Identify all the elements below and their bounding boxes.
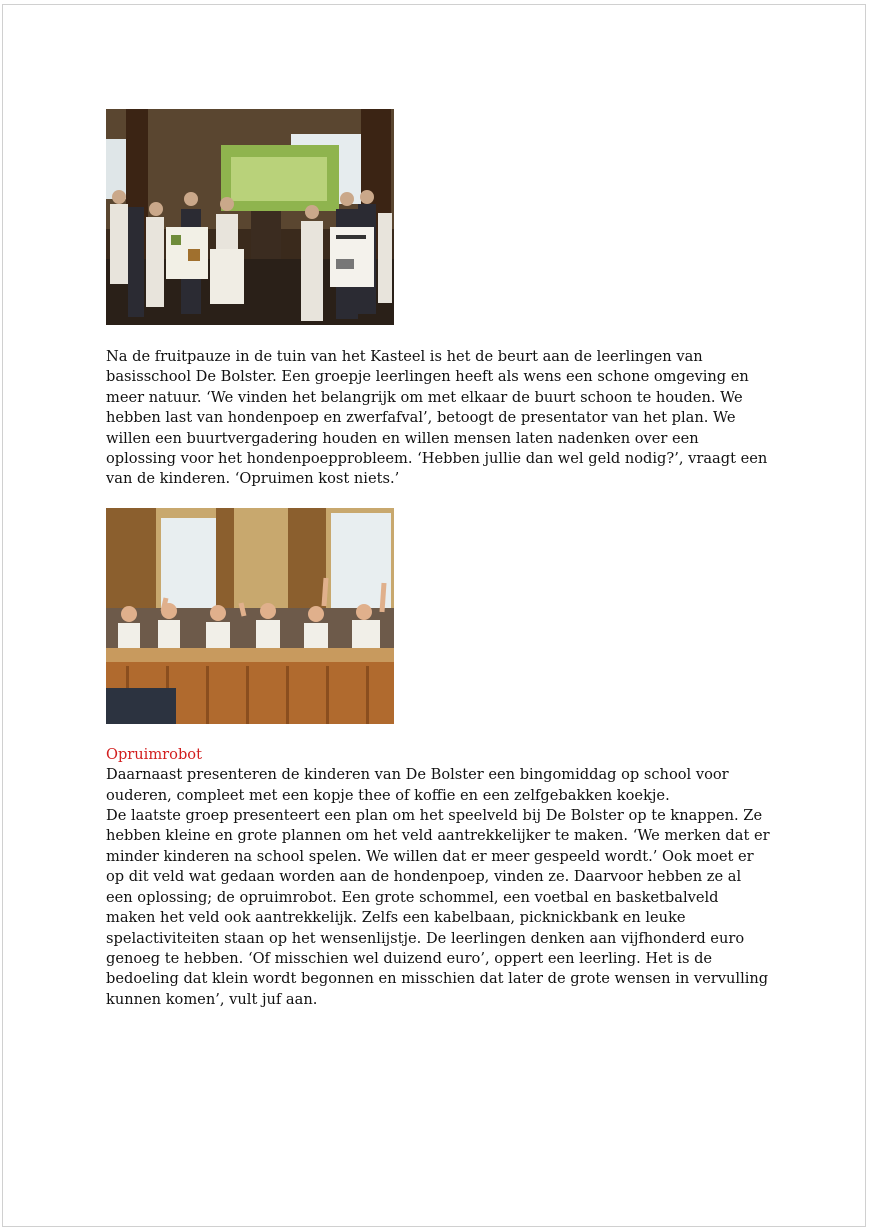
- photo-children-council-table: [106, 508, 394, 724]
- paragraph-bingo: Daarnaast presenteren de kinderen van De Bolster een bingomiddag op school voor ouderen, compleet met een kopje thee of koffie en een zelfgebakken koekje.: [106, 766, 729, 804]
- section-heading: Opruimrobot: [106, 745, 202, 763]
- document-page: [2, 4, 866, 1227]
- photo-icon: [106, 508, 394, 724]
- photo-icon: [106, 109, 394, 325]
- paragraph-presentation: Na de fruitpauze in de tuin van het Kasteel is het de beurt aan de leerlingen van basisschool De Bolster. Een groepje leerlingen heeft als wens een schone omgeving en meer natuur. ‘We vinden het belangrijk om met elkaar de buurt schoon te houden. We hebben last van hondenpoep en zwerfafval’, betoogt de presentator van het plan. We willen een buurtvergadering houden en willen mensen laten nadenken over een oplossing voor het hondenpoepprobleem. ‘Hebben jullie dan wel geld nodig?’, vraagt een van de kinderen. ‘Opruimen kost niets.’: [106, 348, 768, 488]
- paragraph-playground: De laatste groep presenteert een plan om het speelveld bij De Bolster op te knappen. Ze hebben kleine en grote plannen om het veld aantrekkelijker te maken. ‘We merken dat er minder kinderen na school spelen. We willen dat er meer gespeeld wordt.’ Ook moet er op dit veld wat gedaan worden aan de hondenpoep, vinden ze. Daarvoor hebben ze al een oplossing; de opruimrobot. Een grote schommel, een voetbal en basketbalveld maken het veld ook aantrekkelijk. Zelfs een kabelbaan, picknickbank en leuke spelactiviteiten staan op het wensenlijstje. De leerlingen denken aan vijfhonderd euro genoeg te hebben. ‘Of misschien wel duizend euro’, oppert een leerling. Het is de bedoeling dat klein wordt begonnen en misschien dat later de grote wensen in vervulling kunnen komen’, vult juf aan.: [106, 807, 770, 1008]
- document-content: [106, 109, 770, 1010]
- photo-students-presenting: [106, 109, 394, 325]
